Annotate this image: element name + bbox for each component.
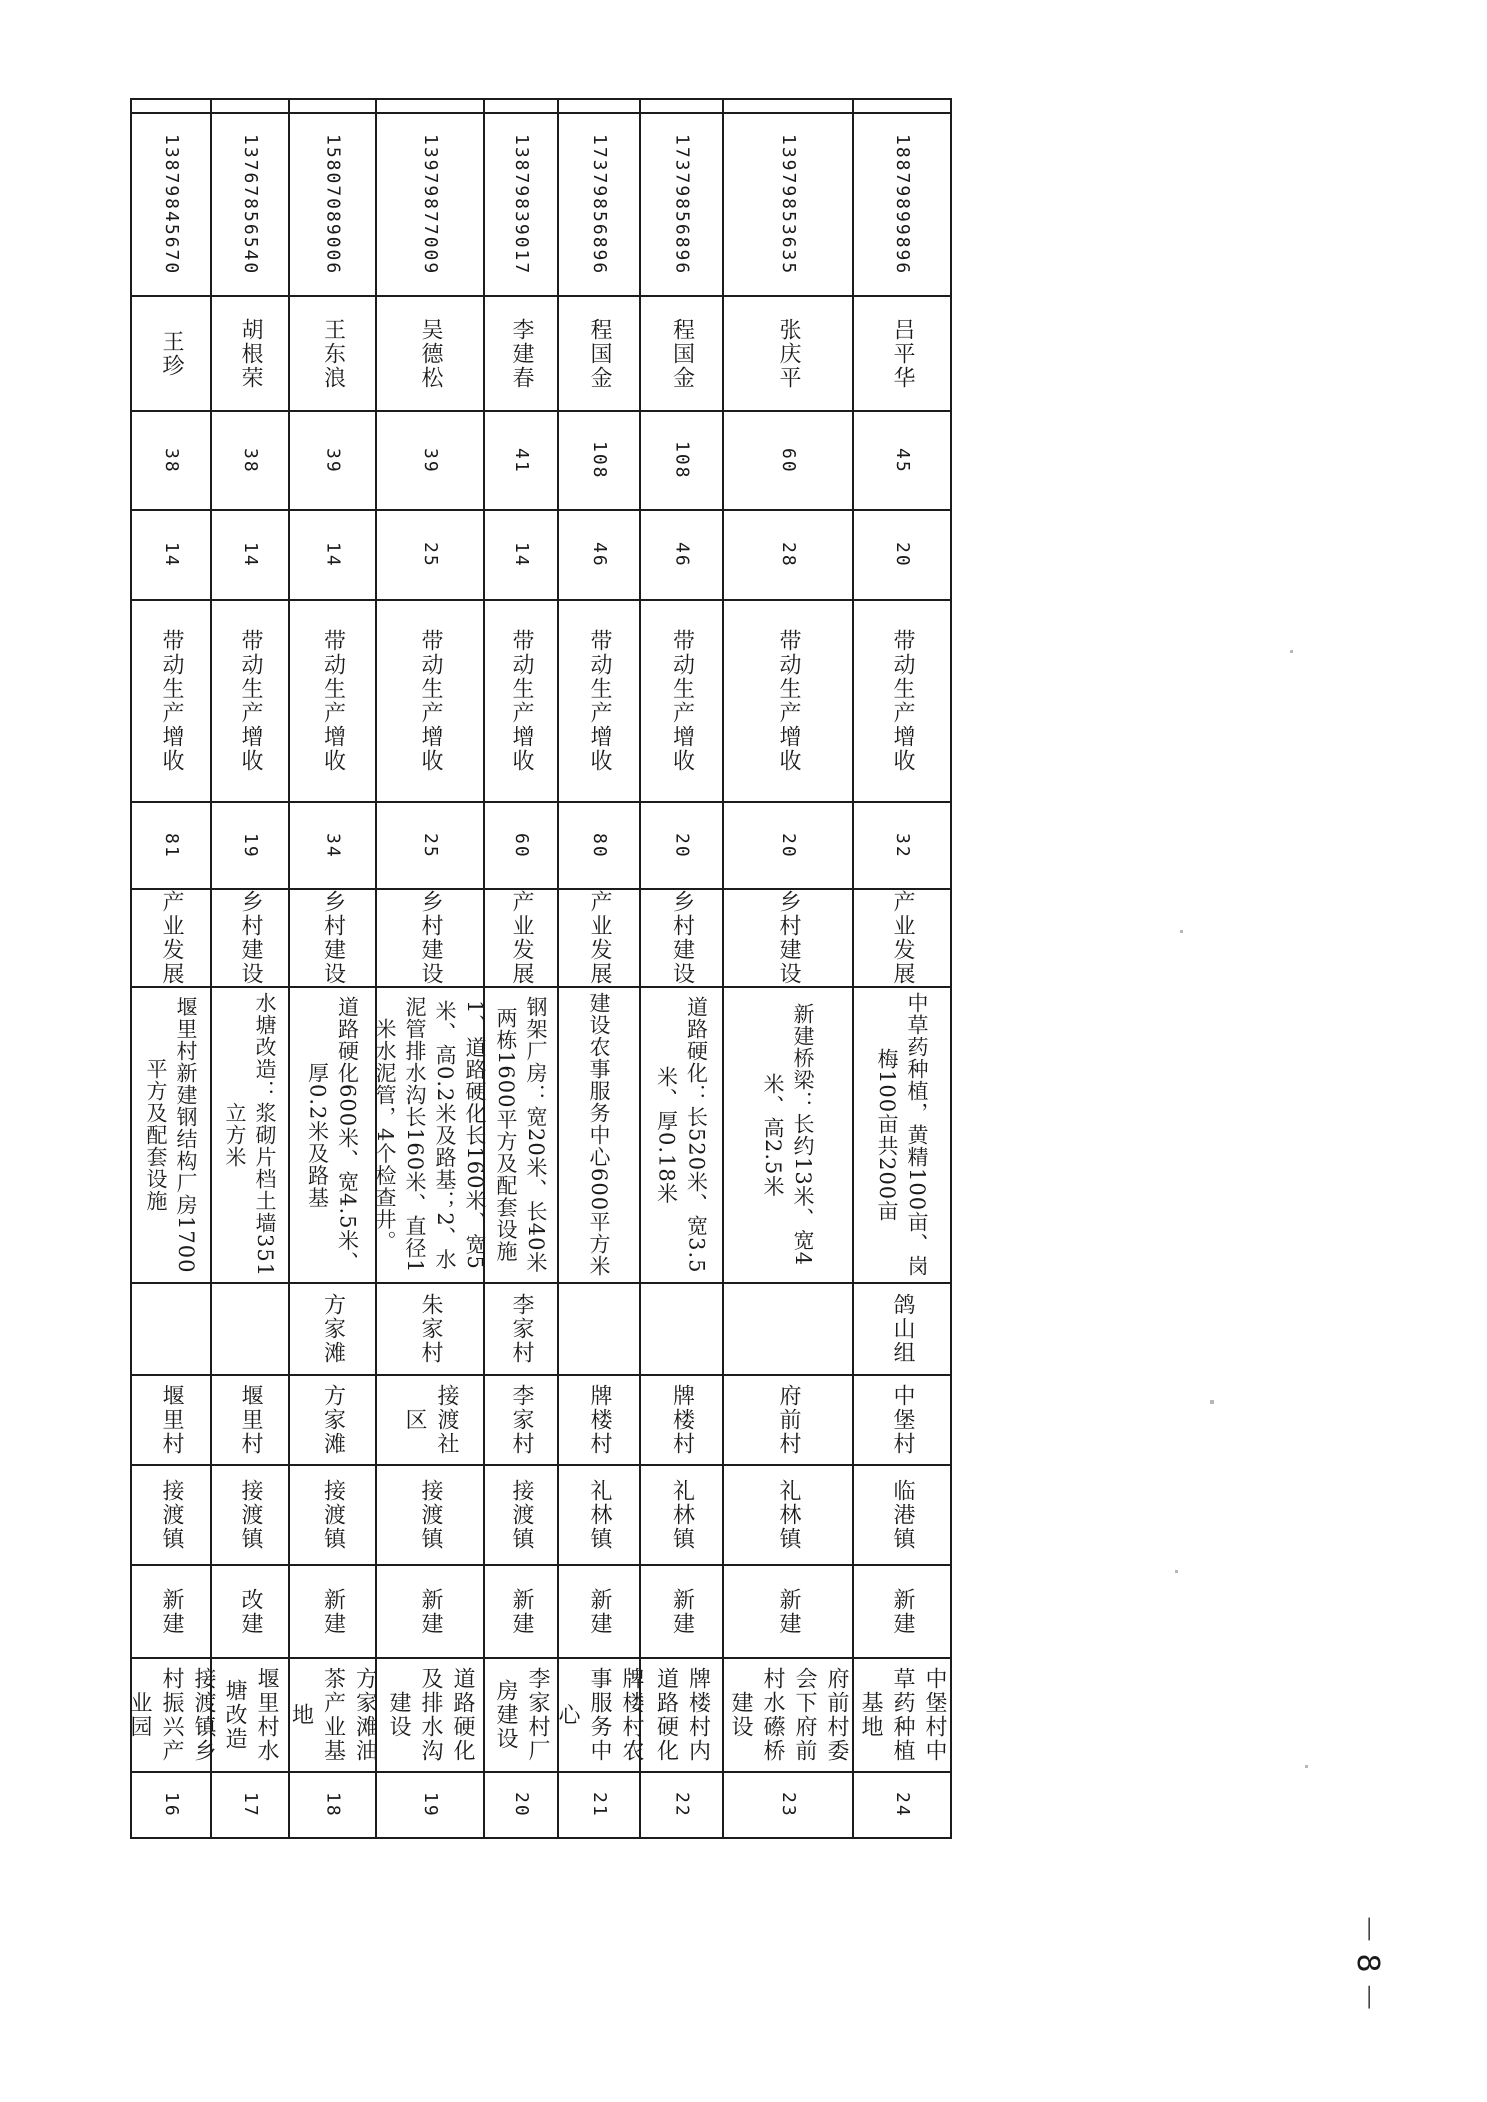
cell-name [377, 1659, 483, 1771]
cell-contact-text: 吴德松 [418, 317, 443, 390]
cell-content [559, 988, 639, 1282]
cell-benefit [132, 601, 210, 801]
cell-h2 [212, 412, 288, 509]
cell-invest [377, 803, 483, 888]
cell-h2-text: 38 [161, 447, 182, 474]
cell-invest [724, 803, 852, 888]
cell-town-text: 接渡镇 [418, 1479, 443, 1551]
scan-speck [1175, 1570, 1178, 1573]
cell-h2-text: 41 [511, 447, 532, 474]
cell-type-text: 新建 [320, 1587, 346, 1636]
cell-phone-text: 18879899896 [892, 133, 913, 276]
cell-h1 [132, 511, 210, 599]
cell-benefit-text: 带动生产增收 [509, 629, 534, 773]
scan-speck [1305, 1765, 1308, 1768]
cell-content-text: 钢架厂房：宽20米、长40米两栋1600平方及配套设施 [494, 996, 548, 1274]
cell-type [724, 1566, 852, 1657]
cell-type [290, 1566, 375, 1657]
cell-category-text: 产业发展 [587, 890, 612, 986]
cell-phone-text: 17379856896 [671, 133, 693, 276]
page-number: － 8 － [1350, 1914, 1385, 2013]
cell-name [854, 1659, 950, 1771]
cell-name [212, 1659, 288, 1771]
cell-town [724, 1466, 852, 1564]
cell-contact-text: 王珍 [159, 329, 184, 378]
cell-benefit-text: 带动生产增收 [320, 629, 346, 773]
cell-benefit-text: 带动生产增收 [418, 629, 443, 773]
scan-speck [1180, 930, 1183, 933]
cell-category [377, 890, 483, 986]
cell-town-text: 临港镇 [890, 1479, 915, 1551]
cell-h1-text: 20 [892, 542, 913, 568]
table-rule-horizontal [130, 98, 952, 100]
cell-content [132, 988, 210, 1282]
cell-content-text: 中草药种植，黄精100亩、岗梅100亩共200亩 [875, 992, 929, 1278]
cell-benefit [724, 601, 852, 801]
cell-no [290, 1773, 375, 1837]
cell-type-text: 新建 [587, 1587, 612, 1636]
cell-phone [854, 114, 950, 295]
cell-category-text: 乡村建设 [776, 890, 801, 986]
cell-invest-text: 60 [511, 832, 532, 859]
cell-town-text: 礼林镇 [776, 1479, 801, 1551]
cell-group [724, 1284, 852, 1374]
cell-phone-text: 13879839017 [511, 133, 532, 276]
cell-invest-text: 34 [322, 832, 344, 859]
cell-village [559, 1376, 639, 1464]
cell-h2 [854, 412, 950, 509]
cell-no [377, 1773, 483, 1837]
cell-village [485, 1376, 557, 1464]
cell-name-text: 李家村厂房建设 [493, 1667, 550, 1763]
cell-phone [132, 114, 210, 295]
cell-group [377, 1284, 483, 1374]
scan-speck [1290, 650, 1293, 653]
cell-h2 [377, 412, 483, 509]
cell-h2-text: 39 [322, 447, 344, 474]
cell-invest [641, 803, 722, 888]
cell-contact [641, 297, 722, 410]
cell-village-text: 方家滩 [320, 1384, 346, 1456]
cell-contact [724, 297, 852, 410]
cell-phone-text: 17379856896 [589, 133, 610, 276]
cell-phone [559, 114, 639, 295]
cell-group-text: 朱家村 [418, 1293, 443, 1365]
cell-benefit-text: 带动生产增收 [587, 629, 612, 773]
cell-no-text: 18 [322, 1792, 344, 1818]
cell-phone [485, 114, 557, 295]
cell-h1 [641, 511, 722, 599]
cell-h1-text: 14 [161, 542, 182, 568]
cell-category [212, 890, 288, 986]
cell-town-text: 礼林镇 [669, 1479, 695, 1551]
cell-invest-text: 20 [778, 832, 799, 859]
cell-content [854, 988, 950, 1282]
cell-no-text: 16 [161, 1792, 182, 1818]
cell-village-text: 府前村 [776, 1384, 801, 1456]
cell-name [555, 1659, 644, 1771]
cell-phone [724, 114, 852, 295]
cell-village [377, 1376, 483, 1464]
cell-h1-text: 46 [589, 542, 610, 568]
cell-h1 [485, 511, 557, 599]
cell-town [559, 1466, 639, 1564]
cell-content-text: 道路硬化600米、宽4.5米、厚0.2米及路基 [305, 996, 360, 1274]
cell-group [212, 1284, 288, 1374]
cell-town-text: 接渡镇 [238, 1479, 263, 1551]
cell-h1-text: 14 [511, 542, 532, 568]
cell-village [290, 1376, 375, 1464]
cell-village-text: 接渡社区 [402, 1384, 459, 1456]
cell-name-text: 方家滩油茶产业基地 [288, 1667, 378, 1763]
cell-invest [559, 803, 639, 888]
cell-benefit-text: 带动生产增收 [238, 629, 263, 773]
cell-village [724, 1376, 852, 1464]
cell-category-text: 乡村建设 [320, 890, 346, 986]
cell-no-text: 20 [511, 1792, 532, 1818]
cell-phone [212, 114, 288, 295]
cell-invest-text: 19 [240, 832, 261, 859]
cell-town [854, 1466, 950, 1564]
cell-category [559, 890, 639, 986]
cell-h1-text: 14 [322, 542, 344, 568]
cell-town-text: 礼林镇 [587, 1479, 612, 1551]
cell-contact-text: 胡根荣 [238, 317, 263, 390]
cell-category [485, 890, 557, 986]
cell-no [212, 1773, 288, 1837]
cell-type [485, 1566, 557, 1657]
cell-benefit [641, 601, 722, 801]
cell-h1 [854, 511, 950, 599]
cell-contact-text: 吕平华 [890, 317, 915, 390]
cell-no [559, 1773, 639, 1837]
cell-h2-text: 108 [589, 441, 610, 480]
cell-invest-text: 25 [420, 832, 441, 859]
cell-group [485, 1284, 557, 1374]
cell-contact-text: 李建春 [509, 317, 534, 390]
cell-name-text: 道路硬化及排水沟建设 [386, 1667, 475, 1763]
cell-h2 [485, 412, 557, 509]
cell-h2-text: 38 [240, 447, 261, 474]
cell-group-text: 方家滩 [320, 1293, 346, 1365]
cell-no-text: 24 [892, 1792, 913, 1818]
cell-category [724, 890, 852, 986]
cell-type [854, 1566, 950, 1657]
cell-name-text: 牌楼村农事服务中心 [555, 1667, 644, 1763]
cell-contact [377, 297, 483, 410]
cell-name-text: 中堡村中草药种植基地 [858, 1667, 947, 1763]
cell-group-text: 李家村 [509, 1293, 534, 1365]
cell-h2-text: 60 [778, 447, 799, 474]
cell-type [377, 1566, 483, 1657]
cell-category-text: 产业发展 [509, 890, 534, 986]
cell-no-text: 23 [778, 1792, 799, 1818]
cell-town [377, 1466, 483, 1564]
cell-category [641, 890, 722, 986]
cell-content-text: 道路硬化：长520米、宽3.5米、厚0.18米 [654, 996, 709, 1274]
cell-village [854, 1376, 950, 1464]
cell-no-text: 17 [240, 1792, 261, 1818]
cell-type-text: 新建 [669, 1587, 695, 1636]
cell-invest-text: 20 [671, 832, 693, 859]
cell-invest [132, 803, 210, 888]
cell-h1 [290, 511, 375, 599]
cell-benefit [854, 601, 950, 801]
cell-phone-text: 13879845670 [161, 133, 182, 276]
cell-h1-text: 46 [671, 542, 693, 568]
cell-phone-text: 15807089006 [322, 133, 344, 276]
cell-h2 [132, 412, 210, 509]
table-rule-horizontal [130, 1837, 952, 1839]
cell-no [132, 1773, 210, 1837]
cell-group [132, 1284, 210, 1374]
cell-town [290, 1466, 375, 1564]
cell-phone-text: 13979853635 [778, 133, 799, 276]
cell-content-text: 1、道路硬化长160米、宽5米、高0.2米及路基；2、水泥管排水沟长160米、直径1米水泥管，4个检查井。 [373, 996, 487, 1274]
cell-benefit [290, 601, 375, 801]
cell-village [641, 1376, 722, 1464]
cell-h1-text: 28 [778, 542, 799, 568]
cell-benefit-text: 带动生产增收 [890, 629, 915, 773]
cell-no [724, 1773, 852, 1837]
cell-invest [485, 803, 557, 888]
cell-invest [854, 803, 950, 888]
cell-village-text: 李家村 [509, 1384, 534, 1456]
cell-h1 [377, 511, 483, 599]
cell-phone [641, 114, 722, 295]
cell-category-text: 产业发展 [159, 890, 184, 986]
cell-group [641, 1284, 722, 1374]
table-rule-vertical [950, 98, 952, 1839]
cell-benefit-text: 带动生产增收 [159, 629, 184, 773]
cell-name [724, 1659, 852, 1771]
cell-h2 [724, 412, 852, 509]
cell-content-text: 堰里村新建钢结构厂房1700平方及配套设施 [144, 996, 198, 1274]
cell-village-text: 牌楼村 [587, 1384, 612, 1456]
cell-group [854, 1284, 950, 1374]
cell-phone [290, 114, 375, 295]
cell-contact-text: 张庆平 [776, 317, 801, 390]
cell-type [212, 1566, 288, 1657]
cell-category-text: 乡村建设 [238, 890, 263, 986]
cell-town-text: 接渡镇 [320, 1479, 346, 1551]
cell-contact-text: 王东浪 [320, 317, 346, 390]
cell-town-text: 接渡镇 [159, 1479, 184, 1551]
cell-type [559, 1566, 639, 1657]
cell-group [559, 1284, 639, 1374]
cell-village-text: 堰里村 [238, 1384, 263, 1456]
cell-phone-text: 13979877009 [420, 133, 441, 276]
cell-town-text: 接渡镇 [509, 1479, 534, 1551]
cell-contact [559, 297, 639, 410]
cell-name-text: 牌楼村内道路硬化 [653, 1667, 711, 1763]
cell-benefit [212, 601, 288, 801]
cell-h2 [559, 412, 639, 509]
cell-h2 [641, 412, 722, 509]
cell-name [127, 1659, 216, 1771]
cell-h1 [559, 511, 639, 599]
cell-no-text: 21 [589, 1792, 610, 1818]
cell-village [212, 1376, 288, 1464]
cell-h2 [290, 412, 375, 509]
cell-name-text: 府前村委会下府前村水礤桥建设 [728, 1667, 849, 1763]
cell-invest-text: 32 [892, 832, 913, 859]
cell-village-text: 堰里村 [159, 1384, 184, 1456]
cell-contact [132, 297, 210, 410]
cell-type-text: 改建 [238, 1587, 263, 1636]
cell-type [132, 1566, 210, 1657]
cell-phone-text: 13767856540 [240, 133, 261, 276]
cell-name-text: 接渡镇乡村振兴产业园 [127, 1667, 216, 1763]
cell-benefit [485, 601, 557, 801]
cell-no [641, 1773, 722, 1837]
cell-content [641, 988, 722, 1282]
cell-content [212, 988, 288, 1282]
cell-benefit-text: 带动生产增收 [669, 629, 695, 773]
cell-content-text: 水塘改造：浆砌片档土墙351立方米 [223, 992, 277, 1278]
cell-content-text: 建设农事服务中心600平方米 [587, 992, 611, 1278]
cell-h2-text: 45 [892, 447, 913, 474]
cell-h1-text: 14 [240, 542, 261, 568]
cell-no-text: 22 [671, 1792, 693, 1818]
cell-invest [290, 803, 375, 888]
cell-category-text: 乡村建设 [669, 890, 695, 986]
cell-no [485, 1773, 557, 1837]
cell-content [724, 988, 852, 1282]
cell-town [132, 1466, 210, 1564]
cell-town [212, 1466, 288, 1564]
scan-speck [1210, 1400, 1214, 1404]
cell-town [485, 1466, 557, 1564]
cell-no [854, 1773, 950, 1837]
cell-category [290, 890, 375, 986]
cell-village-text: 中堡村 [890, 1384, 915, 1456]
cell-invest-text: 80 [589, 832, 610, 859]
cell-name [288, 1659, 378, 1771]
cell-type [641, 1566, 722, 1657]
cell-h2-text: 39 [420, 447, 441, 474]
cell-content [290, 988, 375, 1282]
cell-benefit [377, 601, 483, 801]
cell-category-text: 乡村建设 [418, 890, 443, 986]
cell-type-text: 新建 [890, 1587, 915, 1636]
cell-village [132, 1376, 210, 1464]
cell-name [641, 1659, 722, 1771]
cell-group-text: 鸽山组 [890, 1293, 915, 1365]
cell-contact [290, 297, 375, 410]
cell-type-text: 新建 [159, 1587, 184, 1636]
cell-contact-text: 程国金 [587, 317, 612, 390]
cell-h2-text: 108 [671, 441, 693, 480]
cell-invest [212, 803, 288, 888]
cell-group [290, 1284, 375, 1374]
cell-invest-text: 81 [161, 832, 182, 859]
cell-h1 [212, 511, 288, 599]
cell-category [132, 890, 210, 986]
cell-type-text: 新建 [509, 1587, 534, 1636]
cell-type-text: 新建 [418, 1587, 443, 1636]
cell-category [854, 890, 950, 986]
cell-benefit [559, 601, 639, 801]
cell-h1 [724, 511, 852, 599]
cell-h1-text: 25 [420, 542, 441, 568]
cell-content [485, 988, 557, 1282]
cell-contact [212, 297, 288, 410]
cell-type-text: 新建 [776, 1587, 801, 1636]
cell-name [485, 1659, 557, 1771]
cell-benefit-text: 带动生产增收 [776, 629, 801, 773]
cell-content-text: 新建桥梁：长约13米、宽4米、高2.5米 [761, 1003, 815, 1267]
cell-village-text: 牌楼村 [669, 1384, 695, 1456]
cell-no-text: 19 [420, 1792, 441, 1818]
cell-contact [485, 297, 557, 410]
cell-contact-text: 程国金 [669, 317, 695, 390]
cell-category-text: 产业发展 [890, 890, 915, 986]
cell-content [373, 988, 487, 1282]
cell-contact [854, 297, 950, 410]
cell-name-text: 堰里村水塘改造 [222, 1667, 279, 1763]
cell-town [641, 1466, 722, 1564]
cell-phone [377, 114, 483, 295]
